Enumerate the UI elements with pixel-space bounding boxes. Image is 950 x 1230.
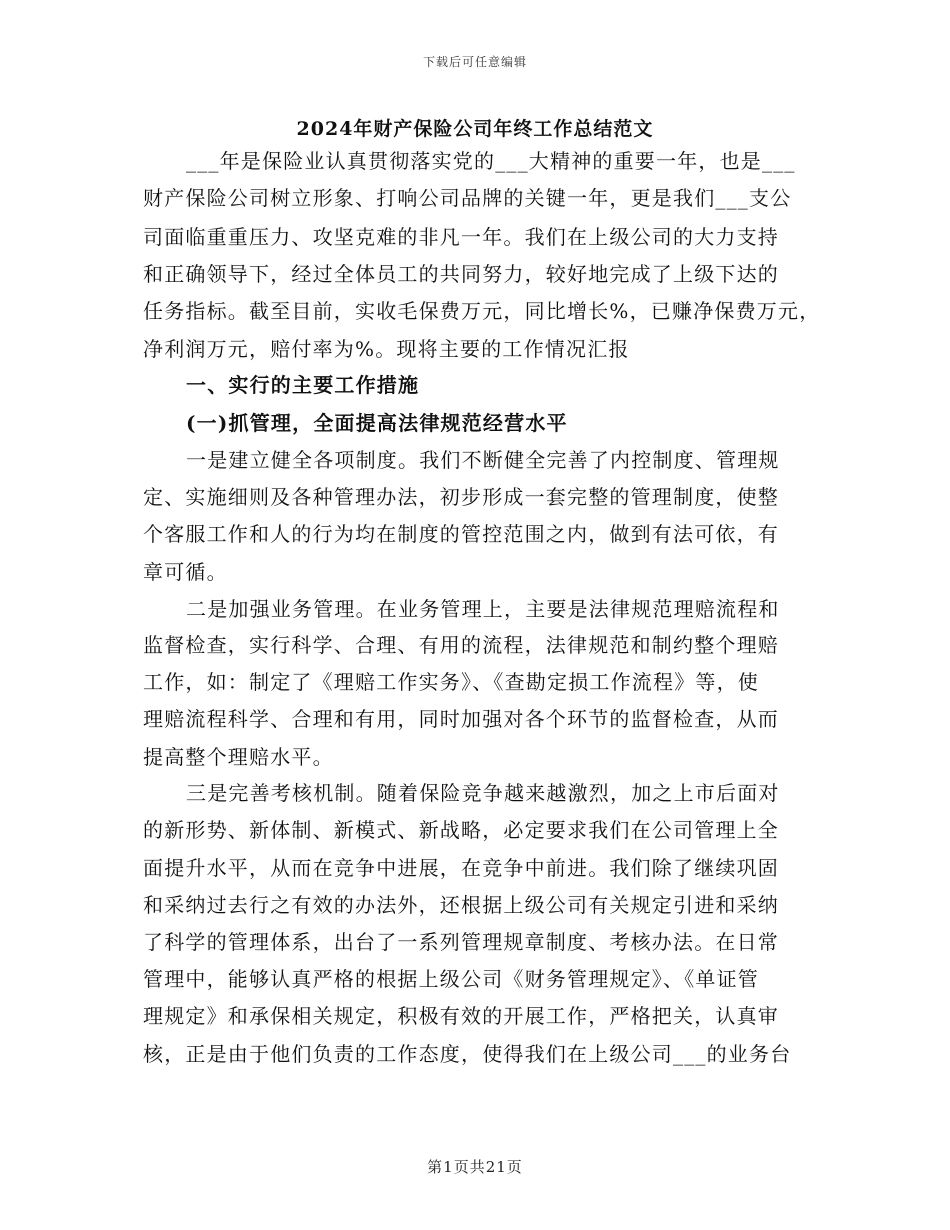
paragraph-line: 理规定》和承保相关规定，积极有效的开展工作，严格把关，认真审 <box>143 1004 779 1028</box>
paragraph-line: 监督检查，实行科学、合理、有用的流程，法律规范和制约整个理赔 <box>143 633 779 657</box>
paragraph-line: 一是建立健全各项制度。我们不断健全完善了内控制度、管理规 <box>186 448 780 472</box>
paragraph-line: 和正确领导下，经过全体员工的共同努力，较好地完成了上级下达的 <box>143 262 779 286</box>
paragraph-line: 净利润万元，赔付率为%。现将主要的工作情况汇报 <box>143 337 630 361</box>
paragraph-line: 三是完善考核机制。随着保险竞争越来越激烈，加之上市后面对 <box>186 781 780 805</box>
paragraph-line: 核，正是由于他们负责的工作态度，使得我们在上级公司___的业务台 <box>143 1042 792 1066</box>
paragraph-line: 管理中，能够认真严格的根据上级公司《财务管理规定》、《单证管 <box>143 967 759 991</box>
paragraph-line: 了科学的管理体系，出台了一系列管理规章制度、考核办法。在日常 <box>143 930 779 954</box>
paragraph-line: 的新形势、新体制、新模式、新战略，必定要求我们在公司管理上全 <box>143 818 779 842</box>
paragraph-line: 工作，如：制定了《理赔工作实务》、《查勘定损工作流程》等，使 <box>143 670 759 694</box>
paragraph-line: 定、实施细则及各种管理办法，初步形成一套完整的管理制度，使整 <box>143 485 779 509</box>
paragraph-line: ___年是保险业认真贯彻落实党的___大精神的重要一年，也是___ <box>186 149 796 173</box>
paragraph-line: 个客服工作和人的行为均在制度的管控范围之内，做到有法可依，有 <box>143 522 779 546</box>
page-header-note: 下载后可任意编辑 <box>422 55 527 69</box>
paragraph-line: 司面临重重压力、攻坚克难的非凡一年。我们在上级公司的大力支持 <box>143 225 779 249</box>
paragraph-line: 和采纳过去行之有效的办法外，还根据上级公司有关规定引进和采纳 <box>143 893 779 917</box>
paragraph-line: 理赔流程科学、合理和有用，同时加强对各个环节的监督检查，从而 <box>143 707 779 731</box>
paragraph-line: 任务指标。截至目前，实收毛保费万元，同比增长%，已赚净保费万元， <box>143 299 821 323</box>
section-heading: 一、实行的主要工作措施 <box>186 373 420 397</box>
paragraph-line: 财产保险公司树立形象、打响公司品牌的关键一年，更是我们___支公 <box>143 186 792 210</box>
paragraph-line: 章可循。 <box>143 560 228 584</box>
paragraph-line: 二是加强业务管理。在业务管理上，主要是法律规范理赔流程和 <box>186 597 780 621</box>
paragraph-line: 提高整个理赔水平。 <box>143 745 334 769</box>
document-title: 2024年财产保险公司年终工作总结范文 <box>296 118 654 140</box>
paragraph-line: 面提升水平，从而在竞争中进展，在竞争中前进。我们除了继续巩固 <box>143 856 779 880</box>
page-number: 第1页共21页 <box>427 1158 523 1176</box>
subsection-heading: (一)抓管理，全面提高法律规范经营水平 <box>186 411 568 435</box>
